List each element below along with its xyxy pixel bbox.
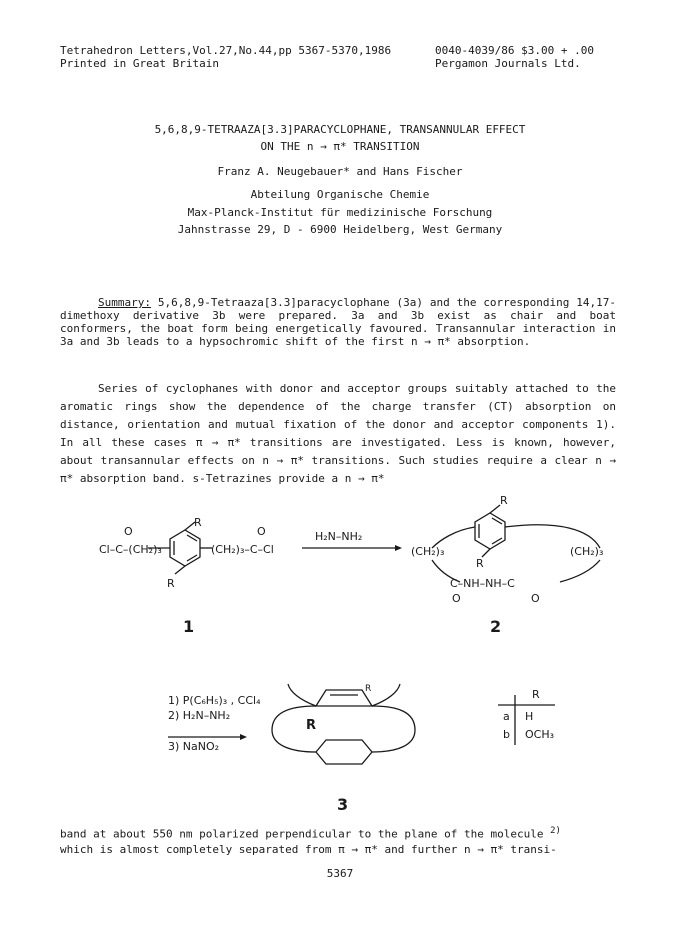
compound1-label: 1: [183, 617, 195, 636]
table-row-b-value: OCH₃: [525, 728, 555, 741]
table-row-a-value: H: [525, 710, 534, 723]
compound2-label: 2: [490, 617, 502, 636]
summary-text: 5,6,8,9-Tetraaza[3.3]paracyclophane (3a) and the corresponding 14,17-dimethoxy derivative 3b were prepared. 3a and 3b exist as chair and boat conformers, the boat form being energetically favoured. Transannular interaction in 3a and 3b leads to a hypsochromic shift of the first n → π* absorption.: [60, 296, 617, 348]
compound1-r-bottom: R: [167, 577, 175, 590]
affiliation-address: Jahnstrasse 29, D - 6900 Heidelberg, West Germany: [177, 223, 503, 236]
compound3-label: 3: [337, 795, 349, 814]
body-paragraph-1: Series of cyclophanes with donor and acceptor groups suitably attached to the aromatic rings show the dependence of the charge transfer (CT) absorption on distance, orientation and mutual fixation of the donor and acceptor components 1). In all these cases π → π* transitions are investigated. Less is known, however, about transannular effects on n → π* transitions. Such studies require a clear n → π* absorption band. s-Tetrazines provide a n → π*: [60, 382, 616, 485]
compound1-right-chain: (CH₂)₃–C–Cl: [211, 543, 274, 556]
compound3-tetrazine: [316, 740, 372, 764]
body2-line1-text: band at about 550 nm polarized perpendicular to the plane of the molecule: [60, 827, 544, 841]
compound1-left-chain: Cl–C–(CH₂)₃: [99, 543, 162, 556]
reference-2: 2): [550, 826, 561, 836]
compound2-left-chain: (CH₂)₃: [411, 545, 445, 558]
compound1-oxygen-right: O: [257, 525, 266, 538]
body-paragraph-2-line-2: which is almost completely separated from π → π* and further n → π* transi-: [60, 843, 557, 856]
compound3-top-ring: [316, 690, 372, 706]
journal-citation: Tetrahedron Letters,Vol.27,No.44,pp 5367-5370,1986: [60, 44, 392, 57]
summary-label: Summary:: [98, 296, 151, 309]
condition-2: 2) H₂N–NH₂: [168, 709, 231, 722]
price-code: 0040-4039/86 $3.00 + .00: [435, 44, 594, 57]
page-number: 5367: [326, 867, 354, 880]
affiliation-institute: Max-Planck-Institut für medizinische Forschung: [187, 206, 493, 219]
compound1-r-top: R: [194, 516, 202, 529]
compound2-oxygen-left: O: [452, 592, 461, 605]
printed-in: Printed in Great Britain: [60, 57, 219, 70]
compound2-oxygen-right: O: [531, 592, 540, 605]
table-row-a-key: a: [503, 710, 510, 723]
table-row-b-key: b: [503, 728, 510, 741]
table-header-r: R: [532, 688, 540, 701]
compound1-oxygen-left: O: [124, 525, 133, 538]
compound2-r-top: R: [500, 494, 508, 507]
publisher: Pergamon Journals Ltd.: [435, 57, 581, 70]
compound3-r-bold: R: [306, 718, 317, 733]
title-line-1: 5,6,8,9-TETRAAZA[3.3]PARACYCLOPHANE, TRANSANNULAR EFFECT: [154, 123, 526, 136]
compound2-r-bottom: R: [476, 557, 484, 570]
condition-1: 1) P(C₆H₅)₃ , CCl₄: [168, 694, 261, 707]
authors: Franz A. Neugebauer* and Hans Fischer: [217, 165, 463, 178]
compound2-bridge: C–NH–NH–C: [450, 577, 515, 590]
affiliation-department: Abteilung Organische Chemie: [250, 188, 430, 201]
title-line-2: ON THE n → π* TRANSITION: [260, 140, 420, 153]
compound2-right-chain: (CH₂)₃: [570, 545, 604, 558]
reagent-hydrazine: H₂N–NH₂: [315, 530, 363, 543]
body-paragraph-2-line-1: [60, 825, 561, 841]
condition-3: 3) NaNO₂: [168, 740, 220, 753]
compound3-r-top: R: [365, 684, 372, 694]
